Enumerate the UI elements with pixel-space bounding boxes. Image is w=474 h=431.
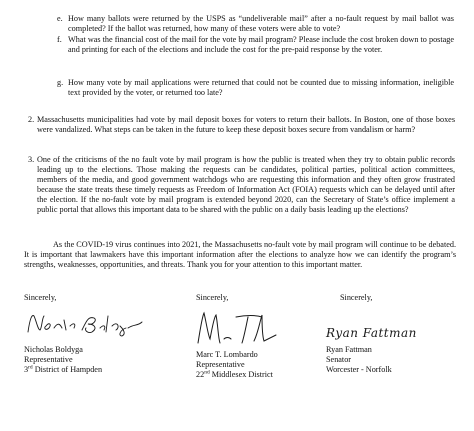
- question-g: [57, 78, 454, 98]
- district-suffix: rd: [28, 364, 33, 371]
- handwritten-signature-lombardo: [196, 309, 316, 349]
- sincerely-label: Sincerely,: [24, 293, 57, 302]
- item-number: 2.: [28, 115, 35, 124]
- signer-district: Worcester - Norfolk: [326, 365, 392, 374]
- signer-district: [196, 370, 273, 380]
- signer-name: Ryan Fattman: [326, 345, 372, 354]
- question-f: [57, 35, 454, 55]
- item-label: e.: [57, 14, 63, 23]
- sincerely-label: Sincerely,: [340, 293, 373, 302]
- item-label: f.: [57, 35, 62, 44]
- question-e: [57, 14, 454, 34]
- closing-text: As the COVID-19 virus continues into 2021, the Massachusetts no-fault vote by mail program will continue to be debated. It is important that lawmakers have this important information after the elections to analyze how we can identify the program’s strengths, weaknesses, opportunities, and threats. Thank you for your attention to this important matter.: [24, 240, 456, 269]
- signer-district: [24, 365, 102, 375]
- item-number: 3.: [28, 155, 35, 164]
- signer-name: Marc T. Lombardo: [196, 350, 258, 359]
- handwritten-signature-boldyga: [24, 308, 154, 338]
- signer-title: Senator: [326, 355, 352, 364]
- district-number: 22: [196, 370, 205, 379]
- district-number: 3: [24, 365, 29, 374]
- handwritten-signature-fattman: Ryan Fattman: [326, 326, 417, 340]
- sincerely-label: Sincerely,: [196, 293, 229, 302]
- district-suffix: nd: [204, 369, 210, 376]
- district-name: Middlesex District: [209, 370, 273, 379]
- signer-name: Nicholas Boldyga: [24, 345, 83, 354]
- item-text: Massachusetts municipalities had vote by mail deposit boxes for voters to return their ballots. In Boston, one of those boxes were vandalized. What steps can be taken in the future to keep these deposit boxes secure from vandalism or harm?: [37, 115, 455, 134]
- item-text: What was the financial cost of the mail for the vote by mail program? Please include the cost broken down to postage and printing for each of the elections and include the cost for the pre-paid response by the voter.: [68, 35, 454, 54]
- signer-title: Representative: [196, 360, 245, 369]
- closing-paragraph: [24, 240, 456, 270]
- item-text: One of the criticisms of the no fault vote by mail program is how the public is treated when they try to obtain public records leading up to the elections. Those making the requests can be candidates, political parties, political action committees, members of the media, and good government watchdogs who are requesting this information and they often grow frustrated because the state treats these timely requests as Freedom of Information Act (FOIA) requests which can be delayed until after the election. If the no-fault vote by mail program is extended beyond 2020, can the Secretary of State’s office implement a public portal that allows this important data to be shared with the public on a daily basis leading up the elections?: [37, 155, 455, 214]
- item-label: g.: [57, 78, 64, 87]
- item-text: How many vote by mail applications were returned that could not be counted due to missing information, ineligible text provided by the voter, or returned too late?: [68, 78, 454, 97]
- item-text: How many ballots were returned by the USPS as “undeliverable mail” after a no-fault request by mail ballot was completed? If the ballot was returned, how many of these voters were able to vote?: [68, 14, 454, 33]
- question-3: [28, 155, 455, 215]
- signer-title: Representative: [24, 355, 73, 364]
- question-2: [28, 115, 455, 135]
- district-name: District of Hampden: [32, 365, 103, 374]
